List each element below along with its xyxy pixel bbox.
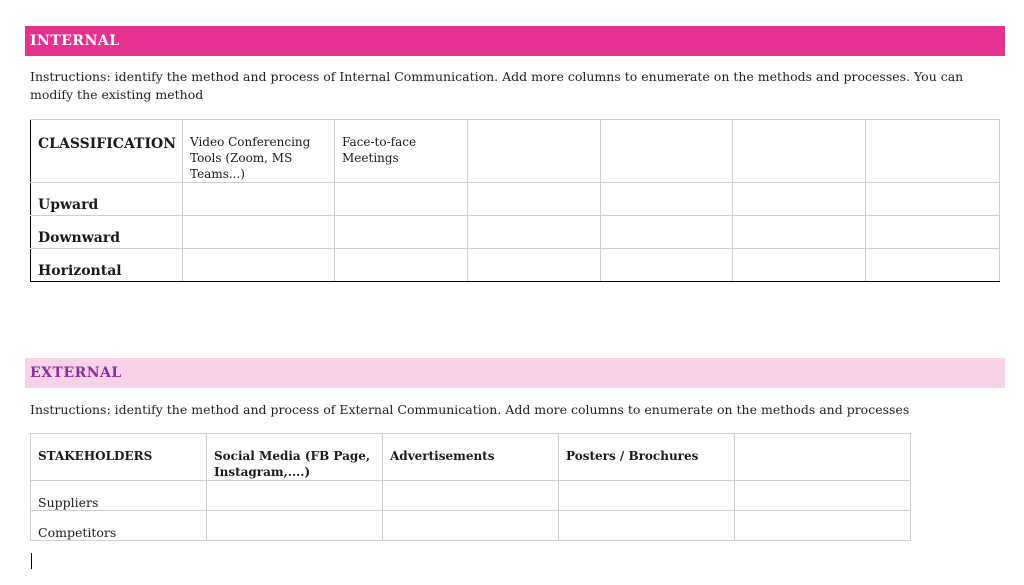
stakeholders-header: STAKEHOLDERS xyxy=(38,449,153,463)
table-cell[interactable] xyxy=(207,481,383,511)
method-header-cell[interactable] xyxy=(383,434,559,481)
method-header: Posters / Brochures xyxy=(566,449,699,463)
table-cell[interactable] xyxy=(601,249,733,282)
external-communication-table xyxy=(30,433,911,541)
table-row xyxy=(31,183,1000,216)
table-row xyxy=(31,216,1000,249)
row-label-upward: Upward xyxy=(38,197,99,213)
table-cell[interactable] xyxy=(468,183,601,216)
classification-header-cell[interactable] xyxy=(31,120,183,183)
method-header: Face-to-face Meetings xyxy=(342,135,417,165)
table-cell[interactable] xyxy=(335,183,468,216)
table-cell[interactable] xyxy=(183,216,335,249)
method-header xyxy=(740,120,858,134)
table-cell[interactable] xyxy=(601,216,733,249)
row-label-cell[interactable] xyxy=(31,249,183,282)
stakeholders-header-cell[interactable] xyxy=(31,434,207,481)
table-cell[interactable] xyxy=(601,183,733,216)
table-cell[interactable] xyxy=(383,481,559,511)
text-cursor xyxy=(31,553,32,569)
method-header xyxy=(608,120,725,134)
method-header-cell[interactable] xyxy=(733,120,866,183)
row-label-cell[interactable] xyxy=(31,511,207,541)
table-cell[interactable] xyxy=(733,249,866,282)
external-instructions: Instructions: identify the method and process of External Communication. Add more columns to enumerate on the methods and processes xyxy=(30,402,910,417)
method-header: Advertisements xyxy=(390,449,495,463)
table-cell[interactable] xyxy=(183,183,335,216)
table-cell[interactable] xyxy=(468,216,601,249)
method-header-cell[interactable] xyxy=(468,120,601,183)
method-header-cell[interactable] xyxy=(735,434,911,481)
table-cell[interactable] xyxy=(733,216,866,249)
table-cell[interactable] xyxy=(559,481,735,511)
table-cell[interactable] xyxy=(335,216,468,249)
table-row xyxy=(31,481,911,511)
row-label-downward: Downward xyxy=(38,230,120,246)
table-row xyxy=(31,511,911,541)
row-label-cell[interactable] xyxy=(31,216,183,249)
method-header xyxy=(475,120,593,134)
table-cell[interactable] xyxy=(866,249,1000,282)
method-header: Social Media (FB Page, Instagram,....) xyxy=(214,449,371,479)
row-label-suppliers: Suppliers xyxy=(38,495,99,510)
method-header-cell[interactable] xyxy=(207,434,383,481)
internal-communication-table xyxy=(30,119,1000,282)
row-label-cell[interactable] xyxy=(31,183,183,216)
row-label-horizontal: Horizontal xyxy=(38,263,122,279)
table-cell[interactable] xyxy=(383,511,559,541)
external-section-header: EXTERNAL xyxy=(25,358,1005,388)
table-cell[interactable] xyxy=(183,249,335,282)
method-header-cell[interactable] xyxy=(601,120,733,183)
method-header xyxy=(873,120,992,134)
table-cell[interactable] xyxy=(735,511,911,541)
table-cell[interactable] xyxy=(735,481,911,511)
table-row xyxy=(31,249,1000,282)
table-cell[interactable] xyxy=(335,249,468,282)
method-header xyxy=(742,434,903,448)
internal-instructions: Instructions: identify the method and process of Internal Communication. Add more columns to enumerate on the methods and processes. You can modify the existing method xyxy=(30,69,964,102)
method-header: Video Conferencing Tools (Zoom, MS Teams...) xyxy=(190,135,311,181)
method-header-cell[interactable] xyxy=(866,120,1000,183)
row-label-cell[interactable] xyxy=(31,481,207,511)
row-label-competitors: Competitors xyxy=(38,525,117,540)
method-header-cell[interactable] xyxy=(335,120,468,183)
method-header-cell[interactable] xyxy=(559,434,735,481)
table-cell[interactable] xyxy=(207,511,383,541)
internal-section-header: INTERNAL xyxy=(25,26,1005,56)
table-cell[interactable] xyxy=(733,183,866,216)
table-cell[interactable] xyxy=(559,511,735,541)
table-cell[interactable] xyxy=(866,183,1000,216)
classification-header: CLASSIFICATION xyxy=(38,136,176,152)
table-cell[interactable] xyxy=(866,216,1000,249)
table-cell[interactable] xyxy=(468,249,601,282)
method-header-cell[interactable] xyxy=(183,120,335,183)
